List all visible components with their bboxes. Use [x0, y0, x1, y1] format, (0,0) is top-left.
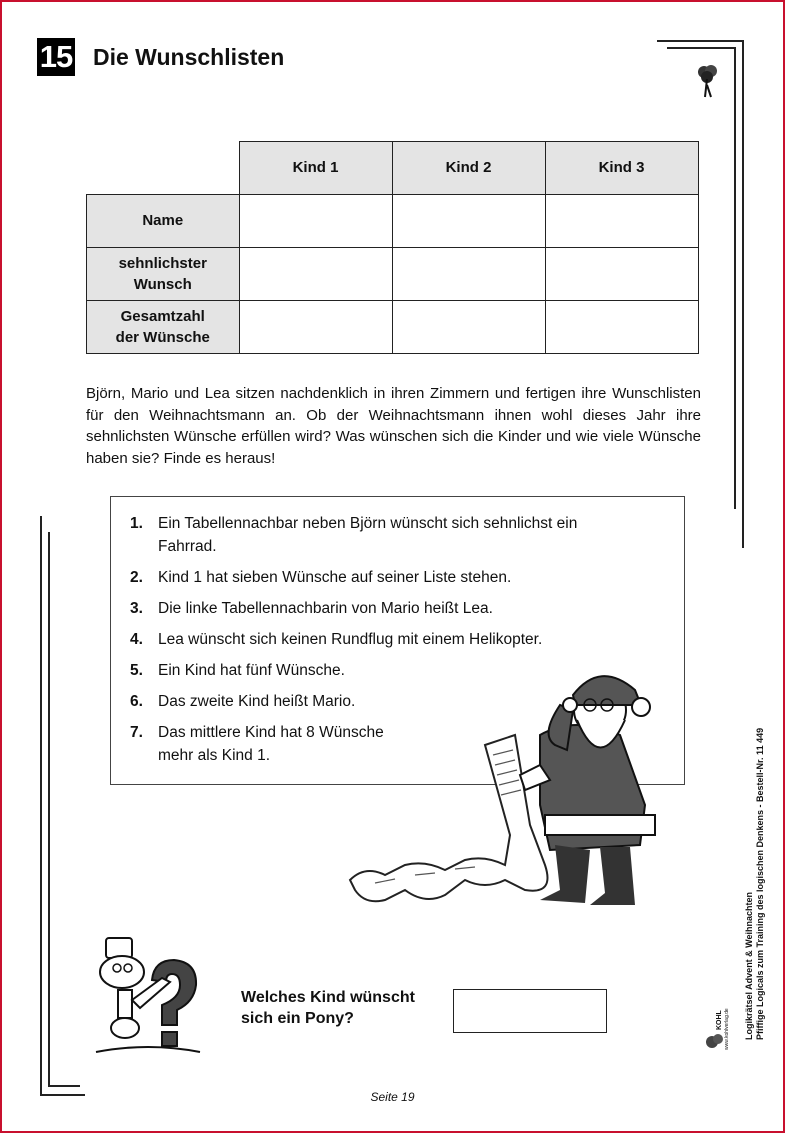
clue-text: Das zweite Kind heißt Mario.: [158, 693, 356, 710]
intro-text: Björn, Mario und Lea sitzen nachdenklich in ihren Zimmern und fertigen ihre Wunschlisten für den Weihnachtsmann an. Ob der Weihnachtsmann ihnen wohl dieses Jahr ihre sehnlichsten Wünsche erfüllen wird? Was wünschen sich die Kinder und wie viele Wünsche haben sie? Finde es heraus!: [86, 385, 701, 467]
grid-cell[interactable]: [392, 247, 545, 300]
corner-decoration: [48, 532, 80, 1087]
clue-item: [130, 597, 650, 620]
page-number: Seite 19: [370, 1090, 415, 1104]
exercise-number: 15: [37, 38, 75, 76]
clue-number: 7.: [130, 724, 143, 741]
clue-item: [130, 512, 650, 558]
grid-row-label: Wunsch: [133, 275, 192, 293]
clue-number: 2.: [130, 569, 143, 586]
clue-number: 5.: [130, 662, 143, 679]
clue-number: 1.: [130, 515, 143, 532]
clue-item: [130, 566, 650, 589]
grid-cell[interactable]: [392, 300, 545, 353]
page-title: Die Wunschlisten: [93, 44, 285, 70]
clue-number: 4.: [130, 631, 143, 648]
question-line: sich ein Pony?: [241, 1010, 354, 1027]
grid-column-header: Kind 1: [239, 142, 392, 195]
grid-cell[interactable]: [545, 194, 698, 247]
grid-column-header: Kind 2: [392, 142, 545, 195]
clue-text: Das mittlere Kind hat 8 Wünsche mehr als Kind 1.: [158, 724, 384, 764]
grid-row-header: [87, 194, 240, 247]
grid-cell[interactable]: [239, 300, 392, 353]
publisher-logo: [703, 990, 729, 1052]
clue-text: Kind 1 hat sieben Wünsche auf seiner Liste stehen.: [158, 569, 512, 586]
clue-text: Ein Tabellennachbar neben Björn wünscht sich sehnlichst ein Fahrrad.: [158, 515, 578, 555]
answer-box[interactable]: [453, 989, 607, 1033]
tree-icon: [695, 63, 719, 99]
grid-row-header: [87, 247, 240, 300]
question-line: Welches Kind wünscht: [241, 989, 415, 1006]
grid-row-label: sehnlichster: [118, 254, 207, 272]
question-text: [241, 987, 441, 1029]
clue-number: 6.: [130, 693, 143, 710]
publisher-name: KOHL: [716, 1010, 723, 1030]
grid-row-label: Gesamtzahl: [120, 307, 205, 325]
santa-illustration: [345, 665, 665, 925]
grid-cell[interactable]: [392, 194, 545, 247]
grid-cell[interactable]: [545, 247, 698, 300]
side-caption-line: Logikrätsel Advent & Weihnachten: [744, 891, 754, 1040]
grid-cell[interactable]: [239, 194, 392, 247]
clue-text: Lea wünscht sich keinen Rundflug mit einem Helikopter.: [158, 631, 543, 648]
grid-corner: [87, 142, 240, 195]
grid-row-label: Name: [142, 212, 184, 229]
clue-text: Ein Kind hat fünf Wünsche.: [158, 662, 345, 679]
side-caption: [744, 620, 766, 1040]
mascot-question-illustration: [92, 930, 204, 1060]
side-caption-line: Pfiffige Logicals zum Training des logischen Denkens - Bestell-Nr. 11 449: [755, 727, 765, 1040]
clue-number: 3.: [130, 600, 143, 617]
grid-column-header: Kind 3: [545, 142, 698, 195]
clue-text: Die linke Tabellennachbarin von Mario heißt Lea.: [158, 600, 493, 617]
clue-item: [130, 628, 650, 651]
publisher-url: www.kohlverlag.de: [724, 1008, 730, 1050]
grid-cell[interactable]: [545, 300, 698, 353]
grid-cell[interactable]: [239, 247, 392, 300]
grid-row-label: der Wünsche: [115, 328, 210, 346]
logic-grid: [86, 141, 699, 354]
grid-row-header: [87, 300, 240, 353]
